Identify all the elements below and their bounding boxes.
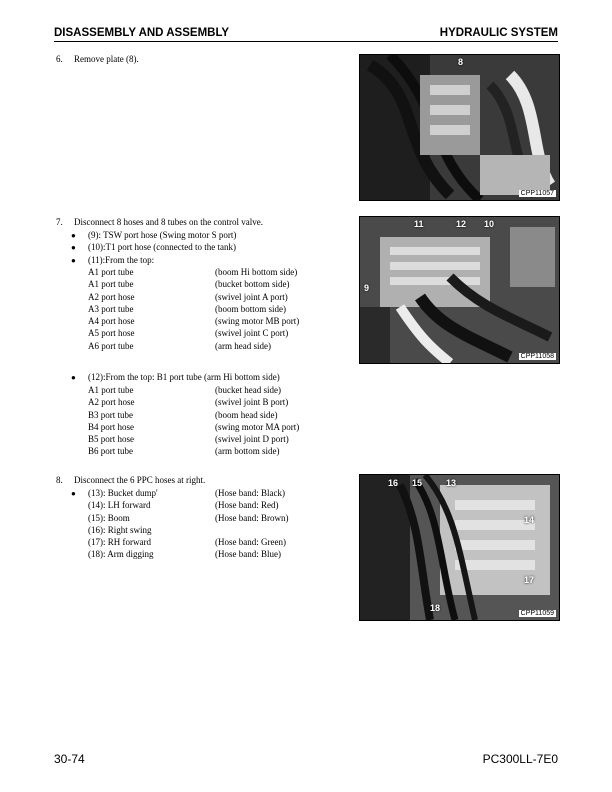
bullet-item	[71, 487, 88, 500]
bullet-text: (11):From the top:	[88, 255, 155, 265]
bullet-icon: ●	[71, 373, 76, 382]
step-text: Remove plate (8).	[74, 54, 139, 64]
photo-ppc-hoses	[359, 474, 560, 621]
bullet-icon: ●	[71, 243, 76, 252]
step-text: Disconnect 8 hoses and 8 tubes on the control valve.	[74, 217, 263, 227]
bullet-text: (10):T1 port hose (connected to the tank)	[88, 242, 236, 252]
bullet-text: (12):From the top: B1 port tube (arm Hi bottom side)	[88, 372, 280, 382]
port-list-12	[88, 384, 299, 458]
step-7	[56, 216, 263, 228]
callout-label: 13	[446, 478, 457, 488]
hose-row: (14): LH forward (Hose band: Red)	[88, 500, 279, 511]
port-row: B4 port hose (swing motor MA port)	[88, 421, 300, 432]
callout-label: 16	[388, 478, 399, 488]
bullet-text: (9): TSW port hose (Swing motor S port)	[88, 230, 237, 240]
port-row: A1 port tube (bucket bottom side)	[88, 279, 290, 290]
callout-label: 17	[524, 575, 535, 585]
hose-row: (17): RH forward (Hose band: Green)	[88, 537, 286, 548]
port-row: A1 port tube (bucket head side)	[88, 385, 281, 395]
bullet-item	[71, 241, 236, 254]
step-number: 7.	[56, 217, 63, 227]
model-code: PC300LL-7E0	[482, 752, 558, 766]
callout-label: 12	[456, 219, 467, 229]
callout-label: 15	[412, 478, 423, 488]
port-row: A6 port tube (arm head side)	[88, 340, 271, 351]
bullet-item	[71, 371, 280, 384]
callout-label: 8	[458, 57, 464, 67]
photo-caption: CPP11058	[520, 353, 554, 360]
callout-label: 10	[484, 219, 495, 229]
callout-label: 11	[414, 219, 424, 229]
port-row: A4 port hose (swing motor MB port)	[88, 316, 300, 327]
photo-caption: CPP11057	[520, 190, 554, 197]
hose-row: (13): Bucket dump' (Hose band: Black)	[88, 488, 285, 498]
step-number: 8.	[56, 475, 63, 485]
port-list-11	[88, 266, 299, 352]
hose-row: (15): Boom (Hose band: Brown)	[88, 512, 289, 523]
step-number: 6.	[56, 54, 63, 64]
callout-label: 18	[430, 603, 441, 613]
port-row: B5 port hose (swivel joint D port)	[88, 434, 289, 445]
port-row: B6 port tube (arm bottom side)	[88, 446, 280, 457]
port-row: A2 port hose (swivel joint A port)	[88, 291, 288, 302]
port-row: A5 port hose (swivel joint C port)	[88, 328, 289, 339]
port-row: A2 port hose (swivel joint B port)	[88, 397, 289, 408]
step-6	[56, 53, 139, 65]
step-text: Disconnect the 6 PPC hoses at right.	[74, 475, 206, 485]
port-row: B3 port tube (boom head side)	[88, 409, 278, 420]
header-section-title: DISASSEMBLY AND ASSEMBLY	[54, 27, 230, 39]
bullet-icon: ●	[71, 489, 76, 498]
callout-label: 9	[364, 283, 370, 293]
ppc-hose-list	[88, 487, 289, 561]
hose-row: (18): Arm digging (Hose band: Blue)	[88, 549, 281, 560]
photo-control-valve	[359, 216, 560, 364]
bullet-icon: ●	[71, 256, 76, 265]
port-row: A1 port tube (boom Hi bottom side)	[88, 267, 298, 277]
photo-caption: CPP11059	[520, 610, 554, 617]
page-number: 30-74	[54, 752, 85, 766]
callout-label: 14	[524, 515, 535, 525]
hose-row: (16): Right swing	[88, 524, 152, 535]
header-rule	[54, 41, 558, 42]
photo-plate	[359, 54, 560, 201]
step-8	[56, 474, 205, 486]
port-row: A3 port tube (boom bottom side)	[88, 303, 286, 314]
header-chapter-title: HYDRAULIC SYSTEM	[439, 27, 558, 39]
bullet-icon: ●	[71, 231, 76, 240]
